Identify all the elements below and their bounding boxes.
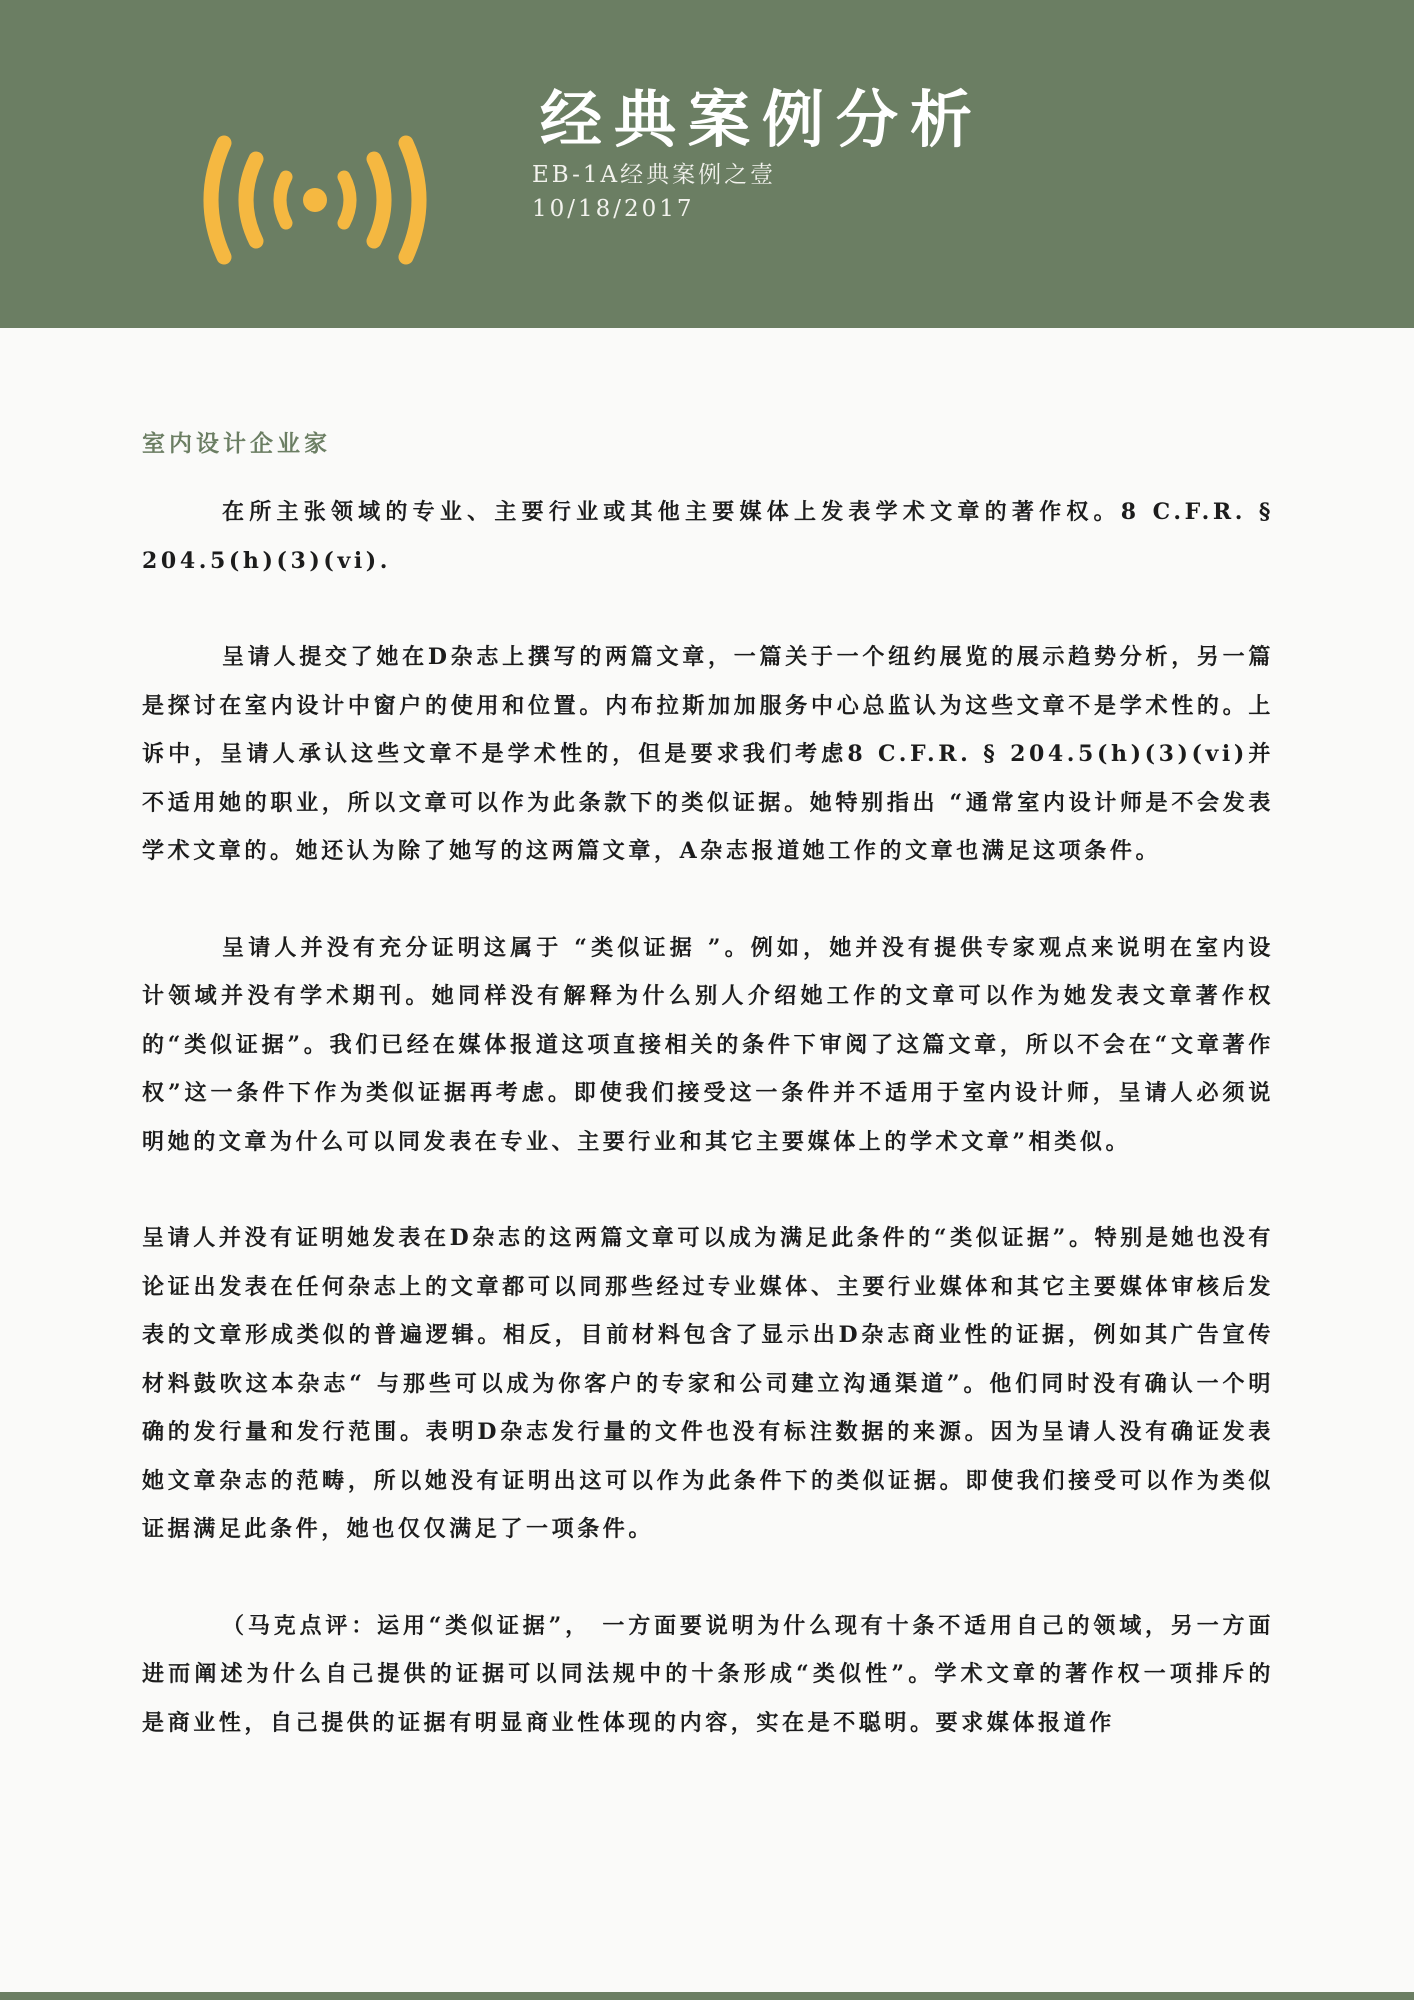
case-subtitle: EB-1A经典案例之壹	[532, 162, 777, 188]
section-heading: 室内设计企业家	[142, 430, 331, 457]
header-banner	[0, 0, 1414, 328]
case-date: 10/18/2017	[532, 196, 695, 222]
footer-bar	[0, 1992, 1414, 2000]
broadcast-signal-icon	[200, 135, 430, 265]
paragraph-criterion: 在所主张领域的专业、主要行业或其他主要媒体上发表学术文章的著作权。8 C.F.R. § 204.5(h)(3)(vi).	[142, 499, 1274, 574]
paragraph-comparable-evidence: 呈请人并没有充分证明这属于 “类似证据 ”。例如，她并没有提供专家观点来说明在室内设计领域并没有学术期刊。她同样没有解释为什么别人介绍她工作的文章可以作为她发表文章著作权的“类似证据”。我们已经在媒体报道这项直接相关的条件下审阅了这篇文章，所以不会在“文章著作权”这一条件下作为类似证据再考虑。即使我们接受这一条件并不适用于室内设计师，呈请人必须说明她的文章为什么可以同发表在专业、主要行业和其它主要媒体上的学术文章”相类似。	[142, 934, 1274, 1155]
paragraph-petitioner-articles: 呈请人提交了她在D杂志上撰写的两篇文章，一篇关于一个纽约展览的展示趋势分析，另一篇是探讨在室内设计中窗户的使用和位置。内布拉斯加加服务中心总监认为这些文章不是学术性的。上诉中，呈请人承认这些文章不是学术性的，但是要求我们考虑8 C.F.R. § 204.5(h)(3)(vi)并不适用她的职业，所以文章可以作为此条款下的类似证据。她特别指出 “通常室内设计师是不会发表学术文章的。她还认为除了她写的这两篇文章，A杂志报道她工作的文章也满足这项条件。	[142, 644, 1274, 864]
page-title: 经典案例分析	[540, 83, 985, 156]
paragraph-magazine-analysis: 呈请人并没有证明她发表在D杂志的这两篇文章可以成为满足此条件的“类似证据”。特别是她也没有论证出发表在任何杂志上的文章都可以同那些经过专业媒体、主要行业媒体和其它主要媒体审核后发表的文章形成类似的普遍逻辑。相反，目前材料包含了显示出D杂志商业性的证据，例如其广告宣传材料鼓吹这本杂志“ 与那些可以成为你客户的专家和公司建立沟通渠道”。他们同时没有确认一个明确的发行量和发行范围。表明D杂志发行量的文件也没有标注数据的来源。因为呈请人没有确证发表她文章杂志的范畴，所以她没有证明出这可以作为此条件下的类似证据。即使我们接受可以作为类似证据满足此条件，她也仅仅满足了一项条件。	[142, 1225, 1274, 1542]
paragraph-commentary: （马克点评：运用“类似证据”， 一方面要说明为什么现有十条不适用自己的领域，另一方面进而阐述为什么自己提供的证据可以同法规中的十条形成“类似性”。学术文章的著作权一项排斥的是商业性，自己提供的证据有明显商业性体现的内容，实在是不聪明。要求媒体报道作	[142, 1612, 1274, 1736]
subtitle-block	[532, 158, 776, 226]
article-body	[142, 425, 1274, 1795]
